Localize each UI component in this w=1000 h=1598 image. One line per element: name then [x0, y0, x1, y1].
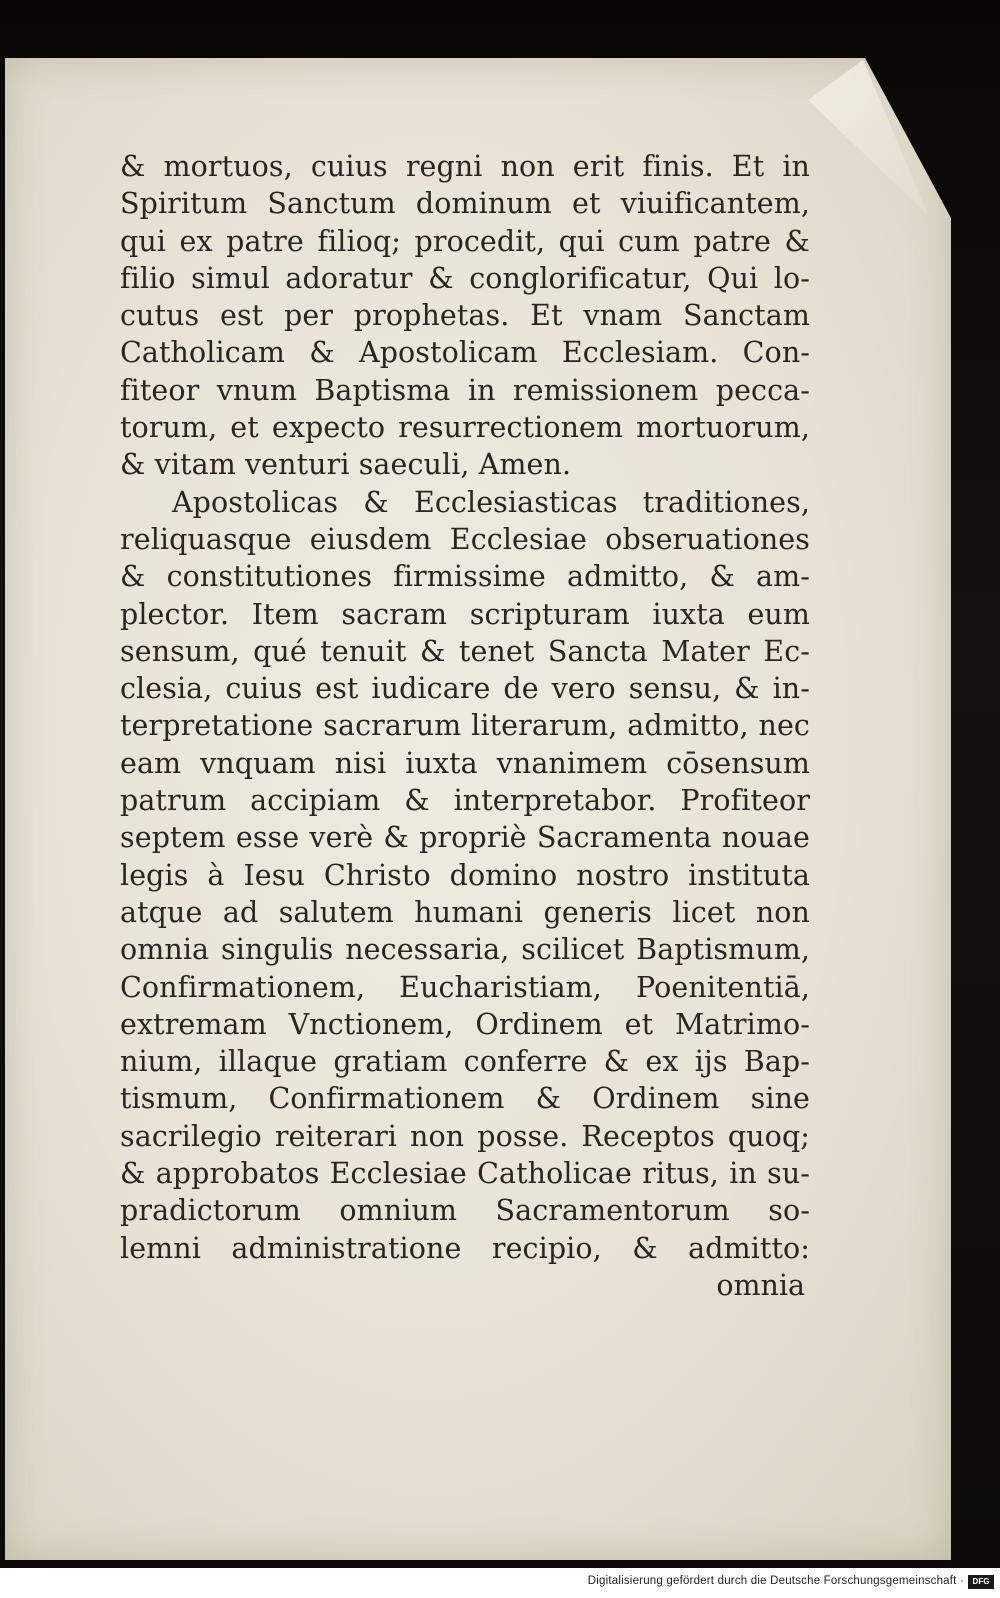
text-line: & mortuos, cuius regni non erit finis. Et in: [120, 150, 810, 183]
text-line: qui ex patre filioq; procedit, qui cum patre &: [120, 224, 810, 258]
text-line: tismum, Confirmationem & Ordinem sine: [120, 1082, 810, 1116]
text-line: atque ad salutem humani generis licet non: [120, 895, 810, 929]
text-line: septem esse verè & propriè Sacramenta nouae: [120, 821, 810, 855]
text-line: pradictorum omnium Sacramentorum so-: [120, 1194, 810, 1228]
text-line: cutus est per prophetas. Et vnam Sanctam: [120, 299, 810, 333]
text-line: Catholicam & Apostolicam Ecclesiam. Con-: [120, 336, 810, 370]
dfg-logo: DFG: [968, 1575, 994, 1589]
text-line: torum, et expecto resurrectionem mortuorum,: [120, 411, 810, 445]
text-line: & constitutiones firmissime admitto, & am-: [120, 560, 810, 594]
text-line: clesia, cuius est iudicare de vero sensu, & in-: [120, 672, 810, 706]
paragraph-start-line: Apostolicas & Ecclesiasticas traditiones,: [172, 485, 810, 519]
text-line: omnia singulis necessaria, scilicet Baptismum,: [120, 933, 810, 967]
text-line: & vitam venturi saeculi, Amen.: [120, 448, 572, 482]
text-line: & approbatos Ecclesiae Catholicae ritus, in su-: [120, 1157, 810, 1191]
page-text: [120, 148, 810, 1304]
text-line: reliquasque eiusdem Ecclesiae obseruationes: [120, 522, 810, 556]
text-line: patrum accipiam & interpretabor. Profiteor: [120, 784, 810, 818]
text-line: terpretatione sacrarum literarum, admitto, nec: [120, 709, 810, 743]
text-line: extremam Vnctionem, Ordinem et Matrimo-: [120, 1007, 810, 1041]
text-line: nium, illaque gratiam conferre & ex ijs Bap-: [120, 1045, 810, 1079]
text-line: plector. Item sacram scripturam iuxta eum: [120, 597, 810, 631]
text-line: legis à Iesu Christo domino nostro instituta: [120, 858, 810, 892]
funding-credit: Digitalisierung gefördert durch die Deutsche Forschungsgemeinschaft ·: [587, 1575, 964, 1587]
text-line: fiteor vnum Baptisma in remissionem pecca-: [120, 373, 810, 407]
text-line: eam vnquam nisi iuxta vnanimem cōsensum: [120, 746, 810, 780]
text-line: lemni administratione recipio, & admitto:: [120, 1231, 810, 1265]
text-line: sensum, qué tenuit & tenet Sancta Mater Ec-: [120, 634, 810, 668]
text-line: sacrilegio reiterari non posse. Receptos quoq;: [120, 1119, 810, 1153]
footer-bar: [0, 1568, 1000, 1598]
catchword: omnia: [716, 1268, 805, 1302]
text-line: filio simul adoratur & conglorificatur, Qui lo-: [120, 261, 810, 295]
text-line: Confirmationem, Eucharistiam, Poenitentiā,: [120, 970, 810, 1004]
text-line: Spiritum Sanctum dominum et viuificantem,: [120, 187, 810, 221]
